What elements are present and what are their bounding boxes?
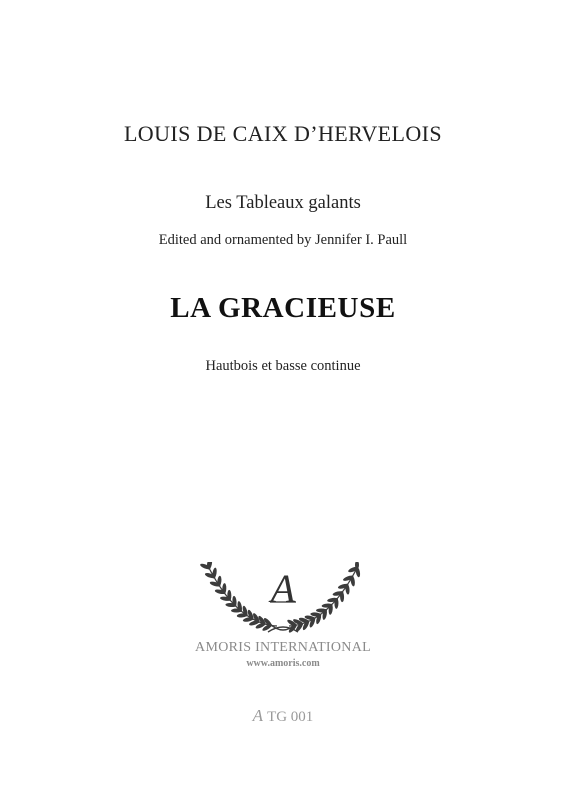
logo-letter: A [270,566,296,611]
publisher-logo [190,562,376,638]
editor-credit: Edited and ornamented by Jennifer I. Paull [158,232,408,248]
catalog-code: TG 001 [267,709,314,725]
work-title: LA GRACIEUSE [170,292,396,324]
composer-name: LOUIS DE CAIX D’HERVELOIS [123,121,443,146]
laurel-branch-right-icon [286,562,361,634]
publisher-name: AMORIS INTERNATIONAL [195,640,371,655]
publisher-url: www.amoris.com [246,658,320,669]
catalog-mark: A [252,706,264,725]
instrumentation: Hautbois et basse continue [205,358,361,374]
catalog-number [0,706,566,726]
laurel-branch-left-icon [199,562,277,632]
collection-title: Les Tableaux galants [205,193,361,213]
